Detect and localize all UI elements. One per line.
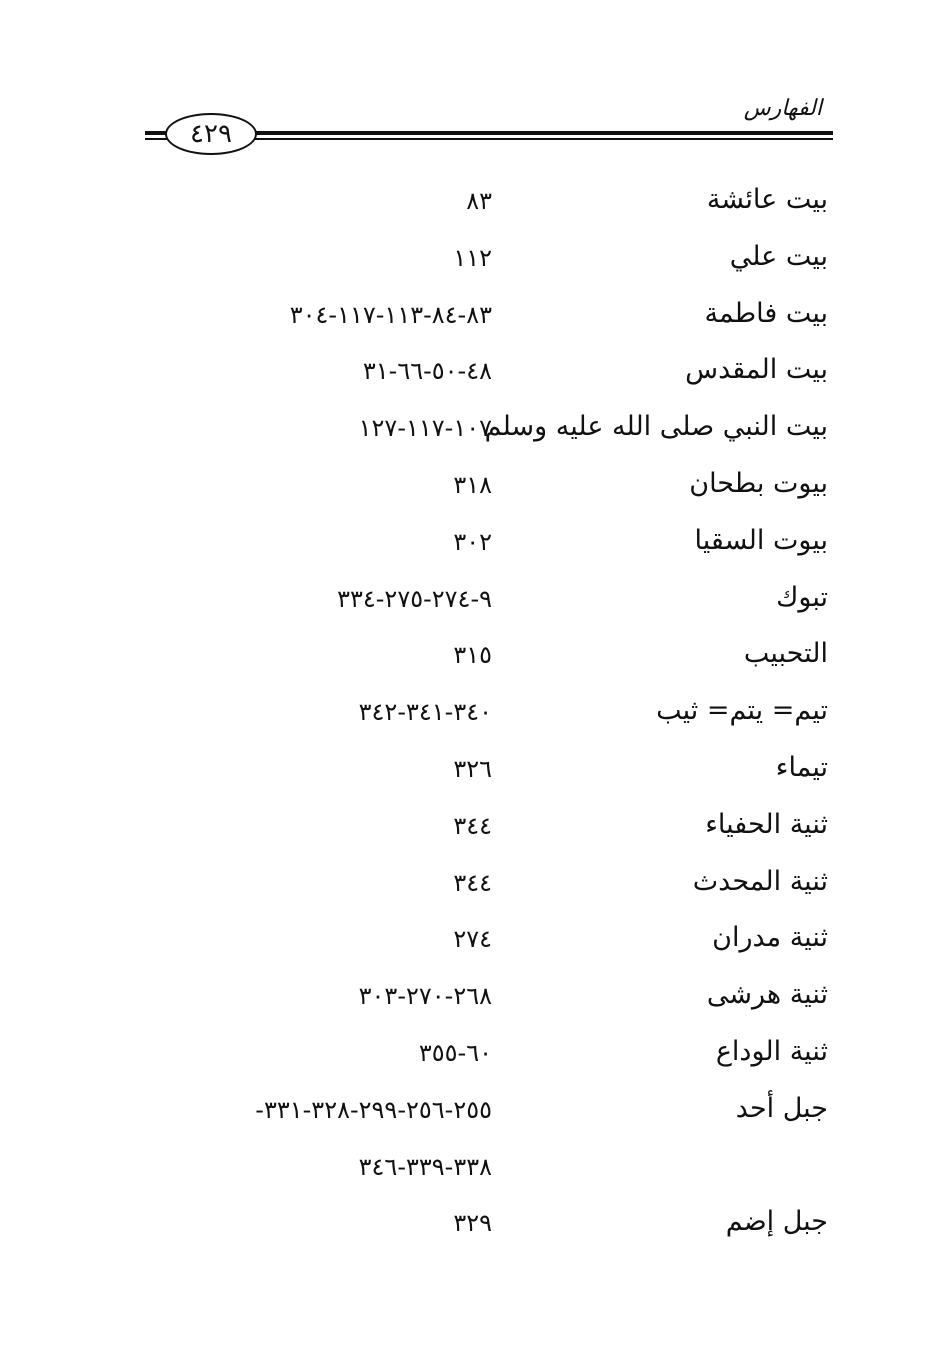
- page-references: ٢٧٤: [453, 925, 492, 954]
- page-references: ٣١٥: [453, 641, 492, 670]
- page-references: ٣٢٩: [453, 1209, 492, 1238]
- index-entry: [0, 519, 944, 576]
- index-entry: [0, 1087, 944, 1144]
- page-references: ٨٣: [466, 187, 492, 215]
- page-references: ١٠٧-١١٧-١٢٧: [358, 414, 492, 443]
- page-references: ٢٦٨-٢٧٠-٣٠٣: [358, 982, 492, 1011]
- section-title: الفهارس: [743, 96, 822, 121]
- index-entries: [0, 178, 944, 1257]
- index-entry: [0, 860, 944, 917]
- index-entry: [0, 1030, 944, 1087]
- index-entry: [0, 178, 944, 235]
- page-references: ٣٣٨-٣٣٩-٣٤٦: [358, 1152, 492, 1181]
- place-name: ثنية المحدث: [692, 865, 828, 897]
- index-entry: [0, 916, 944, 973]
- index-entry: [0, 235, 944, 292]
- place-name: تبوك: [776, 581, 828, 613]
- page-references: ٨٣-٨٤-١١٣-١١٧-٣٠٤: [289, 300, 492, 329]
- index-entry-continuation: [0, 1144, 944, 1201]
- index-entry: [0, 462, 944, 519]
- page-references: -٢٥٥-٢٥٦-٢٩٩-٣٢٨-٣٣١: [255, 1095, 492, 1124]
- page-references: ٣٤٤: [453, 811, 492, 840]
- page-references: ٤٨-٥٠-٦٦-٣١: [362, 357, 492, 386]
- page-references: ٩-٢٧٤-٢٧٥-٣٣٤: [337, 584, 492, 613]
- index-entry: [0, 1200, 944, 1257]
- place-name: ثنية الوداع: [715, 1035, 828, 1067]
- page-header: [0, 0, 944, 170]
- place-name: ثنية الحفياء: [705, 808, 828, 840]
- page-references: ٣٤٠-٣٤١-٣٤٢: [358, 698, 492, 727]
- place-name: بيت عائشة: [706, 184, 828, 215]
- index-entry: [0, 803, 944, 860]
- index-entry: [0, 405, 944, 462]
- place-name: بيت النبي صلى الله عليه وسلم: [484, 411, 828, 443]
- place-name: تيم= يتم= ثيب: [656, 695, 828, 727]
- page-references: ١١٢: [453, 243, 492, 272]
- page-references: ٣١٨: [453, 470, 492, 499]
- index-entry: [0, 348, 944, 405]
- place-name: بيت علي: [729, 240, 828, 272]
- place-name: بيت المقدس: [685, 354, 828, 386]
- place-name: تيماء: [775, 751, 828, 783]
- index-entry: [0, 292, 944, 349]
- place-name: ثنية هرشى: [706, 979, 828, 1011]
- page-references: ٣٠٢: [453, 527, 492, 556]
- index-entry: [0, 689, 944, 746]
- place-name: جبل إضم: [725, 1206, 828, 1238]
- place-name: بيوت السقيا: [694, 524, 828, 556]
- place-name: بيوت بطحان: [689, 467, 828, 499]
- index-entry: [0, 632, 944, 689]
- page-references: ٣٤٤: [453, 868, 492, 897]
- place-name: جبل أحد: [735, 1092, 828, 1124]
- place-name: التحبيب: [743, 638, 828, 670]
- index-entry: [0, 576, 944, 633]
- place-name: ثنية مدران: [712, 922, 828, 954]
- page-references: ٣٢٦: [453, 754, 492, 783]
- index-entry: [0, 973, 944, 1030]
- index-entry: [0, 746, 944, 803]
- page-number: ٤٢٩: [165, 113, 257, 155]
- page-references: ٦٠-٣٥٥: [418, 1038, 492, 1067]
- place-name: بيت فاطمة: [704, 297, 828, 329]
